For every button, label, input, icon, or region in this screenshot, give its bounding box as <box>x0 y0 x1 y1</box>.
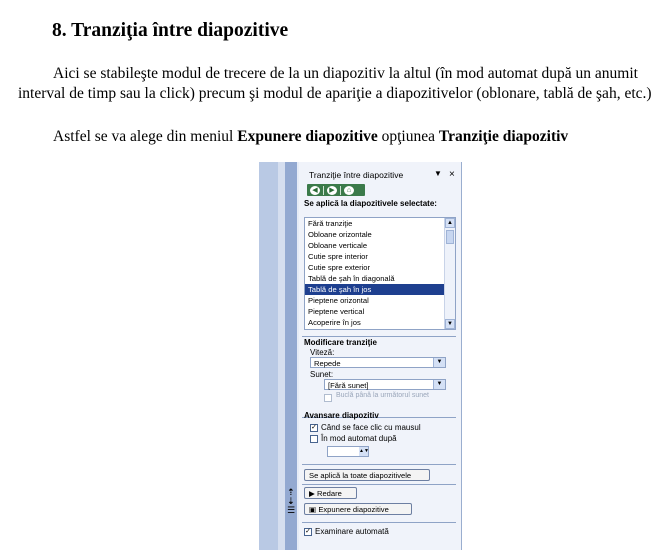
list-item[interactable]: Fără tranziţie <box>308 219 353 228</box>
list-item[interactable]: Cutie spre exterior <box>308 263 371 272</box>
speed-value: Repede <box>314 359 341 368</box>
chevron-down-icon[interactable]: ▼ <box>433 380 445 389</box>
apply-all-button[interactable]: Se aplică la toate diapozitivele <box>304 469 430 481</box>
divider <box>302 464 456 465</box>
slideshow-label: Expunere diapozitive <box>318 505 389 514</box>
list-scrollbar[interactable] <box>444 218 455 329</box>
speed-label: Viteză: <box>310 348 335 357</box>
autopreview-label: Examinare automată <box>315 527 389 536</box>
menu-name: Expunere diapozitive <box>237 128 378 145</box>
loop-label: Buclă până la următorul sunet <box>336 392 429 399</box>
intro-paragraph: Aici se stabileşte modul de trecere de la un diapozitiv la altul (în mod automat după un anumit interval de timp sau la click) precum şi modul de apariţie a diapozitivelor (oblonare, tablă de şah, etc.) <box>18 65 652 102</box>
nav-divider <box>323 186 324 195</box>
section-heading: 8. Tranziţia între diapozitive <box>52 20 289 41</box>
instruction-paragraph <box>53 127 568 147</box>
play-button[interactable] <box>304 487 357 499</box>
slideshow-icon: ▣ <box>309 505 317 514</box>
instruction-middle: opţiunea <box>377 128 439 145</box>
modify-heading: Modificare tranziţie <box>304 338 377 347</box>
scroll-thumb[interactable] <box>446 230 454 244</box>
auto-advance-checkbox[interactable] <box>310 435 318 443</box>
left-panel-bar <box>259 162 278 550</box>
list-item[interactable]: Obloane orizontale <box>308 230 372 239</box>
chevron-down-icon[interactable]: ▼ <box>434 169 442 178</box>
home-icon[interactable]: ⌂ <box>344 186 354 195</box>
list-item[interactable]: Tablă de şah în diagonală <box>308 274 395 283</box>
divider <box>302 484 456 485</box>
sound-label: Sunet: <box>310 370 334 379</box>
apply-to-label: Se aplică la diapozitivele selectate: <box>304 199 437 208</box>
left-panel-stripe <box>278 162 285 550</box>
sound-value: [Fără sunet] <box>328 381 369 390</box>
instruction-prefix: Astfel se va alege din meniul <box>53 128 238 145</box>
list-item[interactable]: Pieptene orizontal <box>308 296 369 305</box>
loop-checkbox[interactable] <box>324 394 332 402</box>
transition-list[interactable] <box>304 217 456 330</box>
divider <box>302 336 456 337</box>
auto-advance-label: În mod automat după <box>321 434 397 443</box>
slideshow-button[interactable] <box>304 503 412 515</box>
list-item[interactable]: Tablă de şah în jos <box>305 284 455 295</box>
pane-title: Tranziţie între diapozitive <box>309 170 404 180</box>
speed-select[interactable] <box>310 357 446 368</box>
scroll-up-icon[interactable]: ▲ <box>445 218 455 228</box>
back-icon[interactable]: ◀ <box>310 186 320 195</box>
chevron-down-icon[interactable]: ▼ <box>433 358 445 367</box>
advance-heading: Avansare diapozitiv <box>304 411 379 420</box>
scroll-arrows-icon[interactable]: ⇡ ⇣ ☰ <box>287 487 296 515</box>
on-click-checkbox[interactable]: ✓ <box>311 424 317 431</box>
close-icon[interactable]: × <box>449 169 455 180</box>
spinner-icon[interactable]: ▲▼ <box>359 448 369 454</box>
list-item[interactable]: Acoperire în jos <box>308 318 361 327</box>
autopreview-checkbox[interactable]: ✓ <box>305 528 311 535</box>
on-click-label: Când se face clic cu mausul <box>321 423 421 432</box>
list-item[interactable]: Obloane verticale <box>308 241 368 250</box>
sound-select[interactable] <box>324 379 446 390</box>
nav-divider <box>340 186 341 195</box>
forward-icon[interactable]: ▶ <box>327 186 337 195</box>
list-item[interactable]: Pieptene vertical <box>308 307 365 316</box>
divider <box>302 522 456 523</box>
pane-title-bar <box>299 169 459 184</box>
play-icon: ▶ <box>309 489 315 498</box>
option-name: Tranziţie diapozitiv <box>438 128 569 145</box>
auto-advance-time-input[interactable] <box>327 446 369 457</box>
play-label: Redare <box>316 489 342 498</box>
list-item[interactable]: Cutie spre interior <box>308 252 368 261</box>
slide-transition-task-pane <box>259 162 462 550</box>
pane-nav-bar <box>307 184 365 196</box>
scroll-down-icon[interactable]: ▼ <box>445 319 455 329</box>
